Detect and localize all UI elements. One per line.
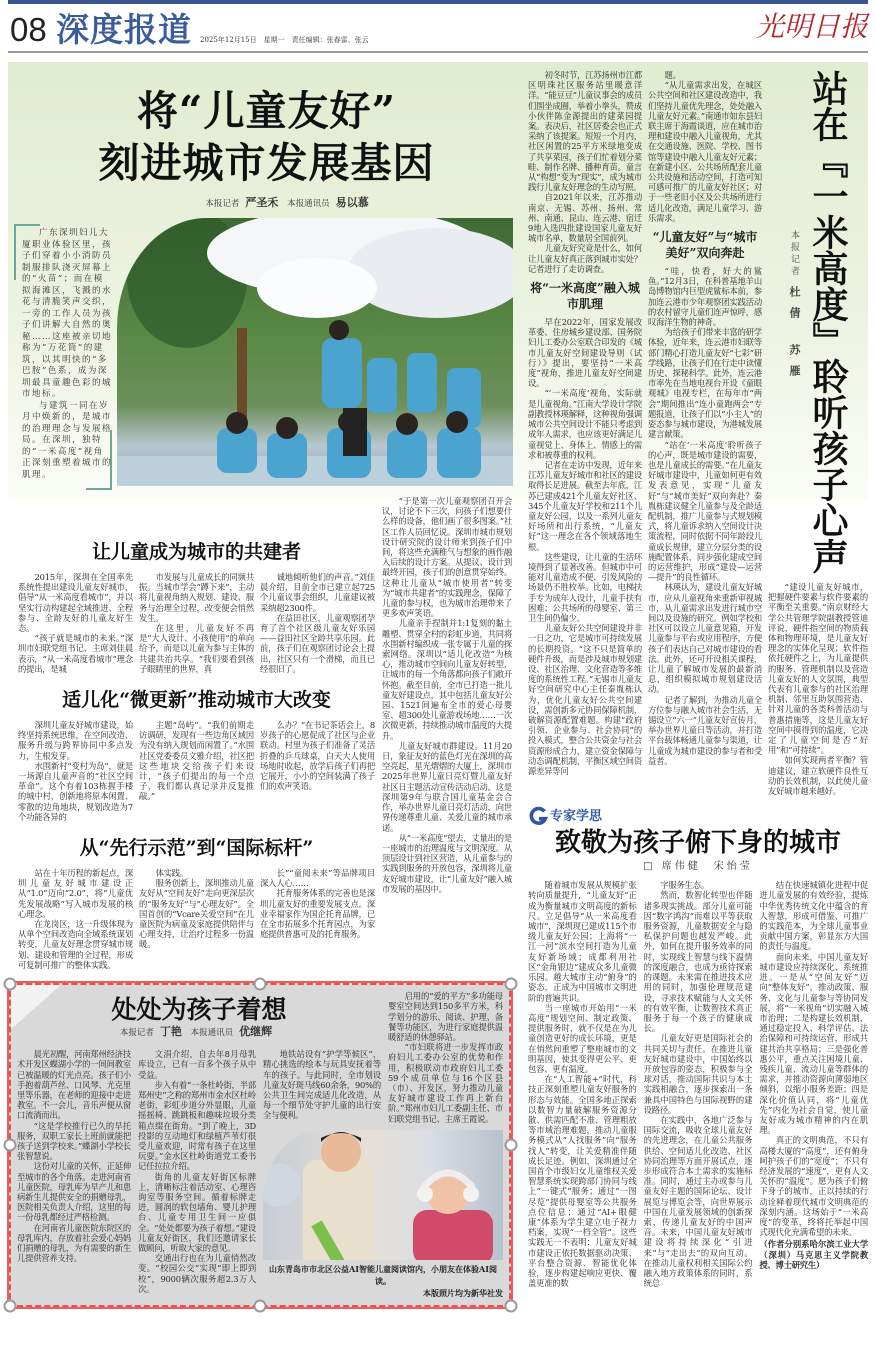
article-column [260, 720, 375, 791]
expert-author: □ 席伟健 宋怡莹 [643, 861, 753, 873]
paragraph: 如何实现两者平衡？管迪建议，建立软硬件良性互动的长效机制，以此使儿童友好城市越来越好。 [768, 755, 868, 797]
main-article-body [18, 496, 512, 1308]
paragraph: 初冬时节，江苏扬州市江都区明珠社区服务站里暖意洋洋。“能豆豆”儿童议事会的成员们围坐成圈，举着小拳头，赞成小伙伴陈金源提出的建菜园提案。表决后，社区居委会也正式采纳了该提案。短短一个月内，社区闲置的25平方米绿地变成了共享菜园，孩子们忙着划分菜畦、制作名牌、播种育苗。童言从“构想”变为“现实”，成为城市践行儿童友好理念的生动写照。 [528, 70, 642, 193]
article-column [18, 720, 133, 822]
expert-column [528, 880, 637, 1288]
boxed-article-header [17, 991, 381, 1040]
article-column [18, 572, 133, 674]
section-columns [18, 720, 375, 822]
paragraph: “站在‘一米高度’聆听孩子的心声，既是城市建设的需要，也是儿童成长的需要。”在儿童友好城市建设中，儿童如何更有效发表意见，实现“儿童友好”与“城市美好”双向奔赴？秦胤栋建议健全儿童参与及全龄适配机制，推广儿童参与式规划模式，将儿童诉求纳入空间设计决策流程，同时依据不同年龄段儿童成长规律，建立分层分类的设施配置体系，同步强化建成空间的运营维护，形成“建设—运营—提升”的良性循环。 [648, 439, 762, 583]
paragraph: 这份对儿童的关怀，正延伸至城市的各个角落。走进河南省儿童医院，母乳库为早产儿和患病新生儿提供安全的捐赠母乳，医院相关负责人介绍，这里的每一份母乳都经过严格检测。 [17, 1161, 131, 1223]
header-divider [8, 51, 868, 53]
resize-handle-left[interactable] [3, 1138, 16, 1151]
side-article-title: 站在『一米高度』聆听孩子心声 [807, 70, 849, 574]
paragraph: 结在快速城镇化进程中促进儿童发展的有效经验，提炼中华优秀传统文化中蕴含的育人智慧，形成可借鉴、可推广的实践范本，为全球儿童事业贡献中国方案，彰显东方大国的责任与温度。 [759, 880, 868, 952]
article-column [260, 572, 375, 674]
paragraph: 林瑛认为，建设儿童友好城市，应从儿童视角来重新审视城市，从儿童需求出发进行城市空间以及设施的研究。例如学校和社区可以设立儿童意见箱，开发儿童参与平台或应用程序，方便孩子们表达自己对城市建设的看法。此外，还可开设相关课程，让儿童了解城市发展的最新消息，组织模拟城市规划建设活动。 [648, 582, 762, 695]
side-article-column [528, 317, 642, 776]
article-column [260, 868, 375, 939]
paragraph: 站在十年历程的新起点，深圳儿童友好城市建设正从“1.0”迈向“2.0”，将“儿童优先发展战略”写入城市发展的核心理念。 [18, 868, 133, 919]
main-headline-line2: 刻进城市发展基因 [98, 139, 435, 187]
paragraph: 主题“岛屿”。“我们前期走访调研，发现有一些边角区域因为没有纳入规划而闲置了。”水围社区党委委员文雅介绍，社区把这些地块交给孩子们来设计，“孩子们提出的每一个点子，我们都认真记录并反复推敲。” [139, 720, 254, 802]
article-column [139, 572, 254, 674]
paragraph: 长”“童阅未来”等品牌项目深入人心…… [260, 868, 375, 889]
paragraph: 托育服务体系的完善也是深圳儿童友好的重要发展支点。深业幸福家作为国企托育品牌，已在全市拓展多个托育园点，为家庭提供普惠可及的托育服务。 [260, 888, 375, 940]
paragraph: 儿童亲手捏制并1:1复刻的黏土雕塑、贯穿全村的彩虹步道，共同将水围新村编织成一张专属于儿童的探索网络。深圳以“适儿化改造”为核心，推动城市空间向儿童友好转型，让城市的每一个角落都向孩子们敞开怀抱。截至目前，全市已打造一批儿童友好建设点，其中包括儿童友好公园、1521间遍布全市的爱心母婴室、超300处儿童游戏场地……一次次微更新，持续推动城市温度的大提升。 [382, 618, 512, 741]
column-logo-icon [528, 806, 548, 826]
paragraph: 2015年，深圳在全国率先系统性提出建设儿童友好城市，倡导“从一米高度看城市”，并以坚实行动构建起全域推进、全程参与、全龄友好的儿童友好生态。 [18, 572, 133, 634]
paragraph: 在益田社区，儿童观察团孕育了首个社区级儿童友好乐园——益田社区全龄共享乐园。此前，孩子们在观察团讨论会上提出，社区只有一个滑梯，而且已经很旧了。 [260, 612, 375, 674]
column-label-text: 专家学思 [550, 808, 603, 824]
section-heading: 从“先行示范”到“国际标杆” [79, 837, 314, 860]
paragraph: 随着城市发展从规模扩张转向质量提升，“儿童友好”正成为衡量城市文明高度的新标尺。立足倡导“从一米高度看城市”，深圳现已建成115个市级儿童友好公园；上海将“一江一河”滨水空间打造为儿童友好新场域；成都利用社区“金角银边”建成众多儿童微乐园。越大城市主动“俯身”的姿态，正成为中国城市文明进阶的普遍共识。 [528, 880, 637, 1003]
byline-name: 苏雁 [788, 344, 801, 386]
section-heading: 适儿化“微更新”推动城市大改变 [62, 689, 331, 712]
byline-role: 本报记者 [119, 1028, 154, 1039]
byline-role: 本报通讯员 [190, 1028, 234, 1039]
paragraph: “哇，快看，好大的鲨鱼。”12月3日，在科普基地羊山岛博物馆内巨型虎鲨标本前，参加连云港市少年观察团实践活动的农村留守儿童们连声惊呼，感叹海洋生物的神奇。 [648, 266, 762, 328]
paragraph: 广东深圳妇儿大厦职业体验区里，孩子们穿着小小消防员制服排队浇灭屏幕上的“火苗”；而在模拟海滩区，飞溅的水花与清脆笑声交织，一旁的工作人员为孩子们讲解大自然的奥秘……这座被亲切地称为“万花筒”的建筑，以其明快的“多巴胺”色系，成为深圳最具童趣色彩的城市地标。 [22, 228, 113, 399]
paragraph: 自2021年以来，江苏推动南京、无锡、苏州、扬州、常州、南通、昆山、连云港、宿迁9地入选四批建设国家儿童友好城市名单，数量居全国前列。 [528, 192, 642, 244]
paragraph: 启用的“爱的平方”多功能母婴室空间达到150多平方米，科学划分的游乐、阅读、护理、备餐等功能区，为进行家庭提供温暖舒适的休憩驿站。 [388, 991, 503, 1042]
side-title-column [768, 70, 868, 796]
resize-handle-bottom[interactable] [254, 1300, 267, 1313]
article-column [139, 868, 254, 950]
resize-handle-top-right[interactable] [504, 977, 517, 990]
paragraph: 街角的儿童友好街区标牌上，清晰标注着活动室、心理咨询室等服务空间。循着标牌走进，圆润的软包墙角、婴儿护理台、儿童专用卫生间一应俱全。“处处都要为孩子着想。”建设儿童友好街区，我们还邀请家长做顾问，听取大家的意见。 [138, 1171, 256, 1254]
paragraph: 地铁站设有“护学等候区”，精心挑选的绘本与玩具安抚着等车的孩子。与此同时，全市划设儿童友好斑马线60余条，90%的公共卫生间完成适儿化改造，从每一个细节处守护儿童的出行安全与便利。 [263, 1049, 381, 1121]
article-section [18, 688, 375, 822]
paragraph: 交通出行也在为儿童悄然改变。“校园公交”实现“即上即到校”，9000辆次服务超2.3万人次。 [138, 1253, 256, 1294]
paragraph: 儿童友好城市群建设。11月20日，象征友好的蓝色灯光在深圳的高空亮起，星光熠熠的大厦上，深圳市2025年世界儿童日亮灯暨儿童友好社区日主题活动宣传活动启动。这是深圳第9年与联合国儿童基金会合作，举办世界儿童日亮灯活动，向世界传递尊重儿童、关爱儿童的城市承诺。 [382, 740, 512, 833]
paragraph: 从“一米高度”望去，丈量出的是一座城市的治理温度与文明深度。从顶层设计到社区营造，从儿童参与的实践到服务的开放包容，深圳将儿童友好城市建设，让“儿童友好”融入城市发展的基因中。 [382, 832, 512, 894]
boxed-photo-block [263, 1130, 503, 1299]
section-columns [18, 868, 375, 970]
byline-role: 本报通讯员 [287, 199, 330, 209]
paragraph: 记者了解到，为推动儿童全方位参与融入城市社会生活，无锡设立“六一”儿童友好宣传月，举办世界儿童日等活动，并打造平台载体畅通儿童参与渠道，让儿童成为城市建设的参与者和受益者。 [648, 694, 762, 766]
article-section [18, 540, 375, 674]
resize-handle-top[interactable] [254, 977, 267, 990]
paragraph: 晨光初醒，河南郑州经济技术开发区蝶湖小学的一间间教室已被温暖的灯光点亮。孩子们小手抱着葫芦丝、口风琴、尤克里里等乐器，在老师的迎接中走进教室。不一会儿，音乐声便从窗口流淌而出。 [17, 1049, 131, 1121]
paragraph: “市妇联将进一步发挥市政府妇儿工委办公室的优势和作用，积极联动市政府妇儿工委59个成员单位与16个区县（市）、开发区，努力推动儿童友好城市建设工作再上新台阶。”郑州市妇儿工委副主任、市妇联党组书记、主席王霞说。 [388, 1042, 503, 1124]
paragraph: 市发展与儿童成长的同频共振。当城市学会“蹲下来”，主动将儿童视角纳入规划、建设、服务与治理全过程，改变便会悄然发生。 [139, 572, 254, 623]
main-headline-line1: 将“儿童友好” [136, 87, 397, 135]
paragraph: 儿童友好更是国际社会的共同关切与责任。在推进儿童友好城市建设中，中国始终以开放包容的姿态，积极参与全球对话，推动国际共识与本土实践相融合，逐步探索出一条兼具中国特色与国际视野的建设路径。 [643, 1033, 753, 1115]
expert-column [644, 880, 753, 1288]
paragraph: 当一座城市开始用“一米高度”规划空间、制定政策、提供服务时，就不仅是在为儿童创造更好的成长环境，更是在悄然间重塑了整座城市的文明基因，使其变得更公平、更包容、更有温度。 [528, 1002, 637, 1074]
article-column [18, 868, 133, 970]
caption-text: 山东青岛市市北区公益AI智能儿童阅读馆内，小朋友在体验AI阅读。 [269, 1263, 497, 1286]
photo-illustration [263, 1130, 503, 1260]
expert-columns [528, 880, 868, 1288]
boxed-column [138, 1049, 256, 1294]
resize-handle-bottom-left[interactable] [3, 1300, 16, 1313]
children-reading-photo [263, 1130, 503, 1260]
resize-handle-top-left[interactable] [3, 977, 16, 990]
paragraph: 儿童友好公共空间建设并非一日之功，它是城市可持续发展的长期投资。“这不只是简单的硬件升级，而是涉及城市规划建设、社区治理、文化营造等多维度的系统性工程。”无锡市儿童友好空间研究中心主任秦胤栋认为，优化儿童友好公共空间建设，需创新多元协同保障机制，破解资源配置难题。构建“政府引领、企业参与、社会协同”的投入模式，整合公共资金与社会资源形成合力，建立资金保障与动态调配机制，平衡区域空间资源差异等问 [528, 623, 642, 776]
side-article-column [768, 582, 868, 796]
paragraph: 在龙岗区，这一升级体现为从单个空间改造向全域系统谋划转变，儿童友好理念贯穿城市规划、建设和管理的全过程，形成可复制可推广的整体实践。 [18, 919, 133, 970]
paragraph: 在这里，儿童友好不再是“大人设计、小孩使用”的单向给予，而是以儿童为参与主体的共建共治共享。“我们要看到孩子眼睛里的世界，真 [139, 623, 254, 674]
resize-handle-bottom-right[interactable] [504, 1300, 517, 1313]
main-byline [100, 196, 480, 211]
author-note [759, 1239, 868, 1270]
paragraph: “这是学校推行已久的早托服务，双职工家长上班前就能把孩子送到学校来。”蝶湖小学校长张智慧说。 [17, 1120, 131, 1162]
paragraph: 与建筑一同在岁月中焕新的，是城市的治理理念与发展格局。在深圳，独特的“一米高度”视角正深刻重塑着城市的肌理。 [22, 400, 113, 480]
side-byline [788, 230, 800, 574]
photo-illustration [117, 218, 513, 486]
paragraph: 文涓介绍，自去年8月母乳库设立，已有一百多个孩子从中受益。 [138, 1049, 256, 1080]
paragraph: “‘一米高度’视角，实际就是儿童视角。”江南大学设计学院副教授林瑛解释，这种视角强调城市公共空间设计不能只考虑到成年人需求，也应该更好满足儿童视觉上、身体上、情感上的需求和被尊重的权利。 [528, 388, 642, 460]
side-article-column [648, 266, 762, 766]
side-article-column [528, 70, 642, 274]
byline-name: 杜倩 [788, 286, 801, 328]
paragraph: 早在2022年，国家发展改革委、住房城乡建设部、国务院妇儿工委办公室联合印发的《城市儿童友好空间建设导则（试行）》提出，要坚持“一米高度”视角，推进儿童友好空间建设。 [528, 317, 642, 389]
paragraph: 面向未来，中国儿童友好城市建设应持续深化、系统推进。一是从“空间友好”迈向“整体友好”，推动政策、服务、文化与儿童参与等协同发展，将“一米视角”切实融入城市治理；二是构建长效机制，通过稳定投入、科学评估、法治保障和可持续运营，形成共建共治共享格局；三是强化普惠公平，重点关注困境儿童、残疾儿童、流动儿童等群体的需求，并推动资源向薄弱地区倾斜，以缩小服务差距；四是深化价值认同，将“儿童优先”内化为社会自觉，使儿童友好成为城市精神的内在肌理。 [759, 951, 868, 1136]
paragraph: 字服务生态。 [660, 880, 709, 891]
paragraph: 水围新村“变村为岛”，就是一场源自儿童声音的“社区空间革命”。这个有着103栋握手楼的城中村，创新地将原本闲置、零散的边角地块，规划改造为7个功能各异的 [18, 760, 133, 822]
expert-column-label [528, 806, 868, 826]
paragraph: 在“人工智能+”时代，科技正深刻重塑儿童友好服务的形态与效能。全国多地正探索以数智力量破解服务资源分散、供需匹配不准、管理粗放等市域治理难题，推动儿童服务模式从“人找服务”向“服务找人”转变，让关爱精准伴随成长足迹。例如，深圳通过全国首个市级妇女儿童维权关爱智慧系统实现跨部门协同与线上“一键式”服务；通过“一图尽览”提供母婴室等公共服务点位信息；通过“AI+眼健康”体系为学生建立电子视力档案，实现“一档全管”。这些实践无一不表明：儿童友好城市建设正依托数据驱动决策、平台整合资源、智能优化体验，逐步构建起响应更快、覆盖更准的数 [528, 1074, 637, 1289]
author-note-text: （作者分别系哈尔滨工业大学（深圳）马克思主义学院教授、博士研究生） [759, 1239, 868, 1270]
photo-caption [263, 1263, 503, 1299]
byline-name: 优继辉 [239, 1025, 273, 1039]
expert-section [528, 806, 868, 1288]
paragraph: 在实践中，各地广泛参与国际交流，吸收全球儿童友好的先进理念，在儿童公共服务供给、空间适儿化改造、社区协同治理等方面开展试点，逐步形成符合本土需求的实施标准。同时，通过主办或参与儿童友好主题的国际论坛、设计展览与博览会等，向世界展示中国在儿童发展领域的创新探索，传递儿童友好的中国声音。未来，中国儿童友好城市建设将持续深化“引进来”与“走出去”的双向互动。在推动儿童权利相关国际公约融入地方政策体系的同时，系统总 [643, 1114, 753, 1289]
paragraph: 儿童友好究竟是什么，如何让儿童友好真正落到城市实处？记者进行了走访调查。 [528, 243, 642, 274]
expert-title: 致敬为孩子俯下身的城市 [554, 828, 841, 859]
side-article-columns [528, 70, 762, 776]
side-title-block [768, 70, 868, 574]
selected-article-box[interactable] [8, 982, 512, 1308]
boxed-column [17, 1049, 131, 1263]
byline-name: 丁艳 [159, 1025, 182, 1039]
paragraph: 为给孩子们带来丰富的研学体验，近年来，连云港市妇联等部门精心打造儿童友好“七彩”研学线路，让孩子们在行走中读懂历史、探秘科学。此外，连云港市率先在当地电视台开设《童眼观城》电视专栏，在每年市“两会”期间推出“连小童跑两会”专题报道，让孩子们以“小主人”的姿态参与城市建设，为港城发展建言献策。 [648, 327, 762, 440]
children-balloon-photo [117, 218, 513, 486]
article-section [18, 836, 375, 970]
boxed-column [388, 991, 503, 1124]
boxed-column [263, 1049, 381, 1120]
paragraph: 这些建设，让儿童的生活环境得到了显著改善。但城市中可能对儿童造成不便、引发风险的场景仍不胜枚举。比如，电梯扶手专为成年人设计，儿童手扶有困难；公共场所的母婴室、第三卫生间仍偏少。 [528, 551, 642, 623]
expert-column [759, 880, 868, 1237]
dateline: 2025年12月15日 星期一 责任编辑：张春雷、张云 [200, 36, 369, 44]
section-title: 深度报道 [56, 10, 192, 49]
article-column [139, 720, 254, 802]
section-columns [18, 572, 375, 674]
byline-name: 易以慕 [335, 196, 369, 209]
paragraph: 题。 [664, 70, 681, 80]
byline-role: 本报记者 [205, 199, 240, 209]
page-curl [11, 985, 61, 1029]
paragraph: 步入有着“一条杜岭街，半部郑州史”之称的郑州市金水区杜岭老街，彩虹步道分外显眼，儿童摇摇椅、跳跳板和趣味垃圾分类箱点缀在街角。“到了晚上，3D投影的互动地灯和绿植芦苇灯很受儿童欢迎，时常有孩子在这里玩耍。”金水区杜岭街道党工委书记任拉拉介绍。 [138, 1079, 256, 1172]
paragraph: 真正的文明典范，不只有高楼大厦的“高度”，还有俯身呵护孩子们的“宽度”；不只有经济发展的“速度”，更有人文关怀的“温度”。愿为孩子们俯下身子的城市，正以持续的行动诠释着现代城市文明典范的深刻内涵。这场始于“一米高度”的变革，终将托举起中国式现代化充满希望的未来。 [759, 1135, 868, 1238]
paragraph: 记者在走访中发现，近年来江苏儿童友好城市和社区的建设取得长足进展。截至去年底，江苏已建成421个儿童友好社区、345个儿童友好学校和211个儿童友好公园，以及一系列儿童友好场所和出行系统，“儿童友好”这一理念在各个领域落地生根。 [528, 459, 642, 552]
byline-name: 严圣禾 [245, 196, 279, 209]
paragraph: “建设儿童友好城市，把握硬件要素与软件要素的平衡至关重要。”南京财经大学公共管理学院副教授管迪评说，硬件指空间的物质载体和物理环境，是儿童友好理念的实体化呈现；软件指依托硬件之上，为儿童提供的服务、管理机制以及营造儿童友好的人文氛围，典型代表有儿童参与的社区治理机制、邻里互助氛围营造、针对儿童的各类科普活动与普惠措施等，这是儿童友好空间中摸得到的温度，它决定了儿童空间是否“好用”和“可持续”。 [768, 582, 868, 756]
side-subhead: 将“一米高度”融入城市肌理 [530, 281, 640, 312]
paragraph: “从儿童需求出发，在城区公共空间和社区建设改造中，我们坚持儿童优先理念，处处融入儿童友好元素。”南通市如东县妇联主席于海霞谈道，应在城市治理和建设中融入儿童视角，尤其在交通设施、医院、学校、图书馆等建设中融入儿童友好元素；在新建小区、公共场所配套儿童公共设施和活动空间，打造可知可感可推广的儿童友好社区；对于一些老旧小区及公共场所进行适儿化改造，满足儿童学习、游乐需求。 [648, 80, 762, 223]
paragraph: “于是第一次儿童观察团召开会议，讨论不下三次，问孩子们想要什么样的设备，他们画了很多图案。”社区工作人员回忆说。深圳市城市规划设计研究院的设计师来到孩子们中间，将这些充满稚气与想象的画作融入后续的设计方案。从提议、设计到最终开园，孩子们的创意贯穿始终。这种让儿童从“城市使用者”转变为“城市共建者”的实践理念，保障了儿童的参与权，也为城市治理带来了更多欢声笑语。 [382, 496, 512, 619]
paragraph: 在河南省儿童医院东院区的母乳库内，存放着社会爱心妈妈们捐赠的母乳，为有需要的新生儿提供营养支持。 [17, 1222, 131, 1264]
top-color-bar [8, 0, 868, 4]
article-sections [18, 496, 375, 970]
paragraph: 诚地倾听他们的声音。”刘佳晨介绍，目前全市已建立起725个儿童议事会组织，儿童建议被采纳超2300件。 [260, 572, 375, 613]
photo-credit: 本版照片均为新华社发 [423, 1287, 503, 1298]
paragraph: 服务创新上，深圳推动儿童友好从“空间友好”走向更深层次的“服务友好”与“心理友好”。全国首创的“Vcare关爱空间”在儿童医院为病童及家庭提供陪伴与心理支持，让治疗过程多一份温暖。 [139, 878, 254, 950]
boxed-byline [17, 1025, 381, 1040]
byline-role: 本报记者 [789, 230, 799, 278]
paragraph: “孩子就是城市的未来。”深圳市妇联党组书记、主席刘佳晨表示，“从一米高度看城市”理念的提出，是城 [18, 633, 133, 674]
right-articles [528, 70, 868, 1288]
paragraph: 么办？”在书记茶话会上，8岁孩子的心愿促成了社区与企业联动。村里为孩子们准备了灵活折叠的乒乓球桌，白天大人使用场地时收起，放学后孩子们再把它展开，小小的空间装满了孩子们的欢声笑语。 [260, 720, 375, 792]
side-subhead: “儿童友好”与“城市美好”双向奔赴 [652, 230, 758, 261]
paragraph: 然而，数智化转型也伴随诸多现实挑战。部分儿童可能因“数字鸿沟”而难以平等获取服务资源，儿童数据安全与隐私保护问题也越发严峻。此外，如何在提升服务效率的同时，实现线上智慧与线下温情的深度融合，也成为亟待探索的课题。未来需在推进技术应用的同时，加强伦理规范建设，寻求技术赋能与人文关怀的有效平衡，让数智技术真正服务于每一个孩子的健康成长。 [643, 890, 753, 1034]
section-heading: 让儿童成为城市的共建者 [91, 541, 301, 563]
side-article-column [648, 70, 762, 223]
page-number: 08 [10, 11, 47, 48]
boxed-article-title: 处处为孩子着想 [111, 995, 287, 1025]
resize-handle-right[interactable] [504, 1138, 517, 1151]
article-column-continued [382, 496, 512, 894]
paragraph: 深圳儿童友好城市建设，始终坚持系统思维，在空间改造、服务升级与跨界协同中多点发力，生根发芽。 [18, 720, 133, 761]
newspaper-logo: 光明日报 [755, 10, 868, 43]
intro-sidebar [22, 228, 112, 481]
side-article [528, 70, 868, 796]
paragraph: 体实践。 [155, 868, 188, 879]
